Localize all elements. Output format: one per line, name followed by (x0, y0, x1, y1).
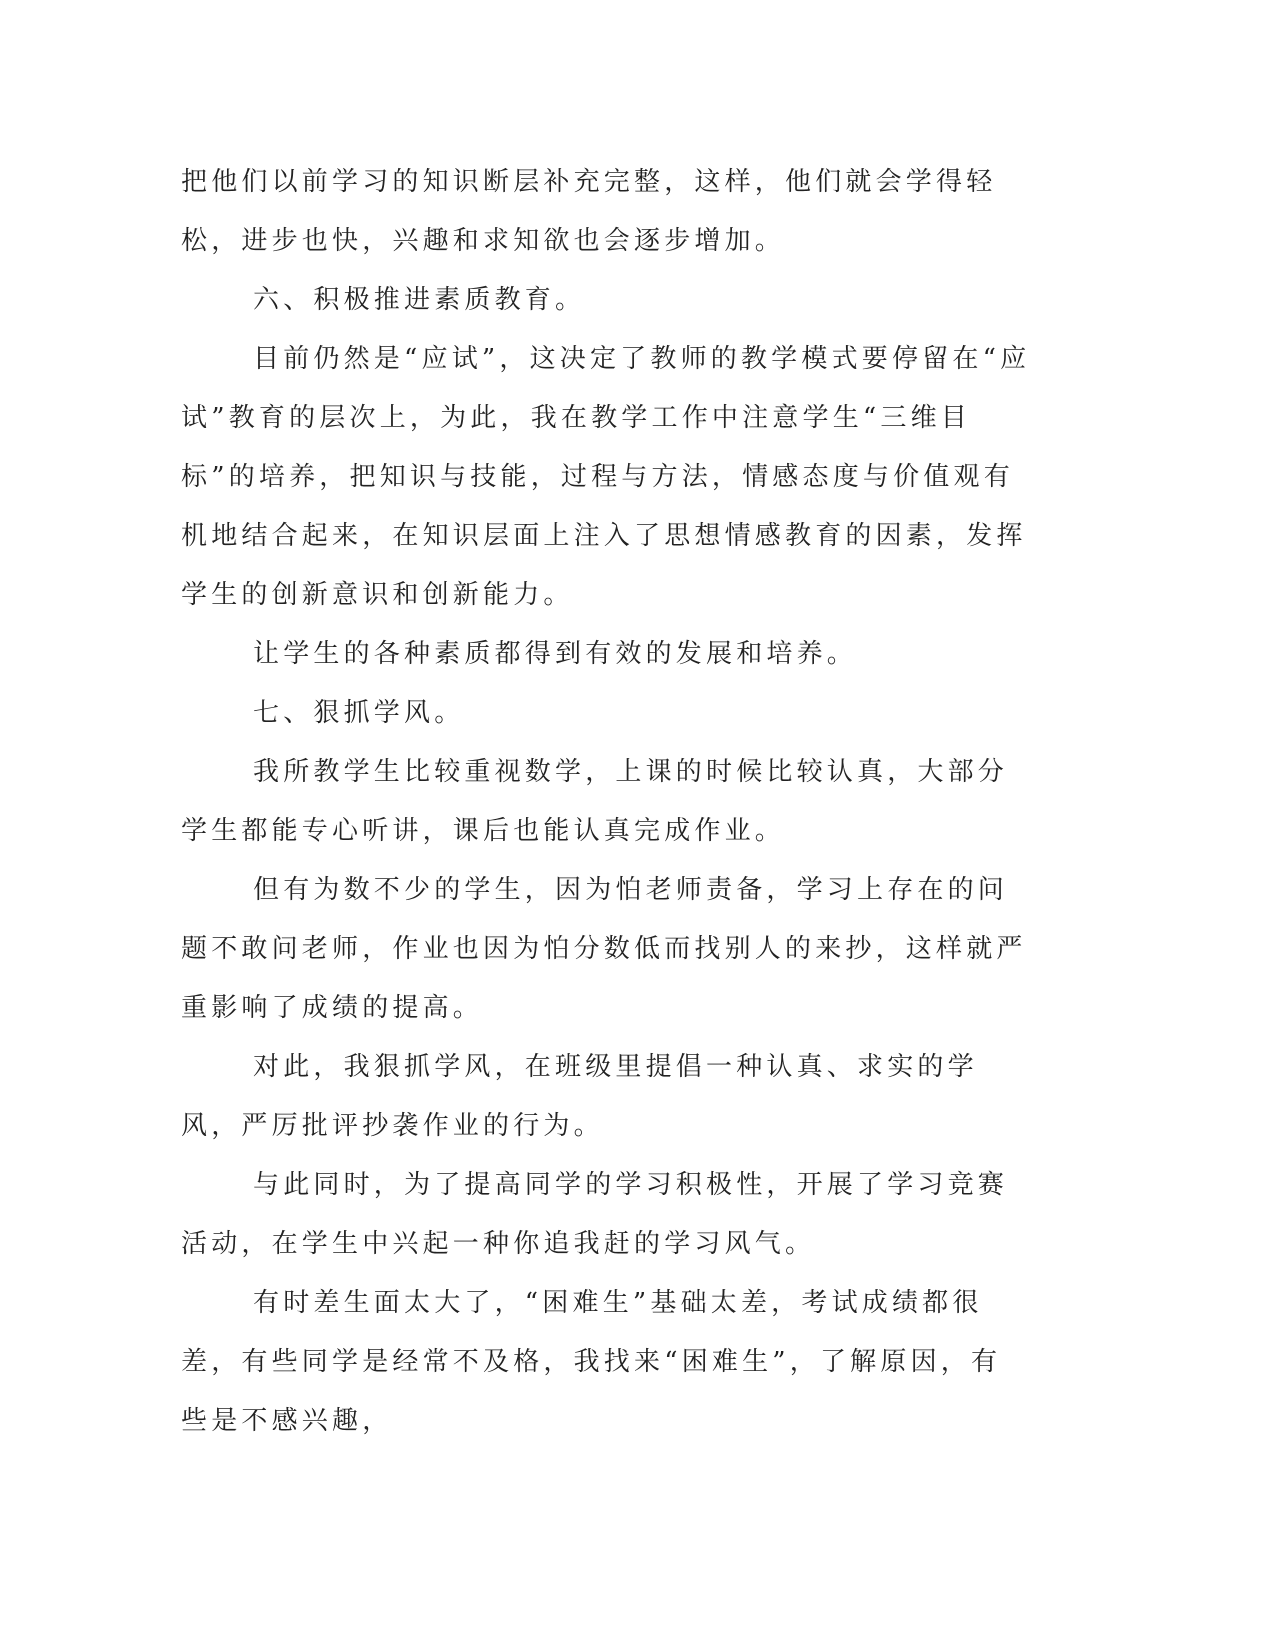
paragraph-exam-oriented: 目前仍然是“应试”，这决定了教师的教学模式要停留在“应试”教育的层次上，为此，我在教学工作中注意学生“三维目标”的培养，把知识与技能，过程与方法，情感态度与价值观有机地结合起来，在知识层面上注入了思想情感教育的因素，发挥学生的创新意识和创新能力。 (181, 344, 1031, 610)
paragraph-copying-problem: 但有为数不少的学生，因为怕老师责备，学习上存在的问题不敢问老师，作业也因为怕分数低而找别人的来抄，这样就严重影响了成绩的提高。 (181, 875, 1027, 1023)
paragraph-struggling-students: 有时差生面太大了，“困难生”基础太差，考试成绩都很差，有些同学是经常不及格，我找来“困难生”，了解原因，有些是不感兴趣， (181, 1288, 1002, 1436)
heading-section-seven: 七、狠抓学风。 (253, 698, 465, 728)
heading-section-six: 六、积极推进素质教育。 (253, 285, 586, 315)
paragraph-study-style: 对此，我狠抓学风，在班级里提倡一种认真、求实的学风，严厉批评抄袭作业的行为。 (181, 1052, 978, 1141)
paragraph-continuation: 把他们以前学习的知识断层补充完整，这样，他们就会学得轻松，进步也快，兴趣和求知欲也会逐步增加。 (181, 167, 997, 256)
paragraph-competition: 与此同时，为了提高同学的学习积极性，开展了学习竞赛活动，在学生中兴起一种你追我赶的学习风气。 (181, 1170, 1009, 1259)
document-body (181, 153, 1031, 1451)
paragraph-students-attitude: 我所教学生比较重视数学，上课的时候比较认真，大部分学生都能专心听讲，课后也能认真完成作业。 (181, 757, 1009, 846)
paragraph-quality-development: 让学生的各种素质都得到有效的发展和培养。 (253, 639, 858, 669)
